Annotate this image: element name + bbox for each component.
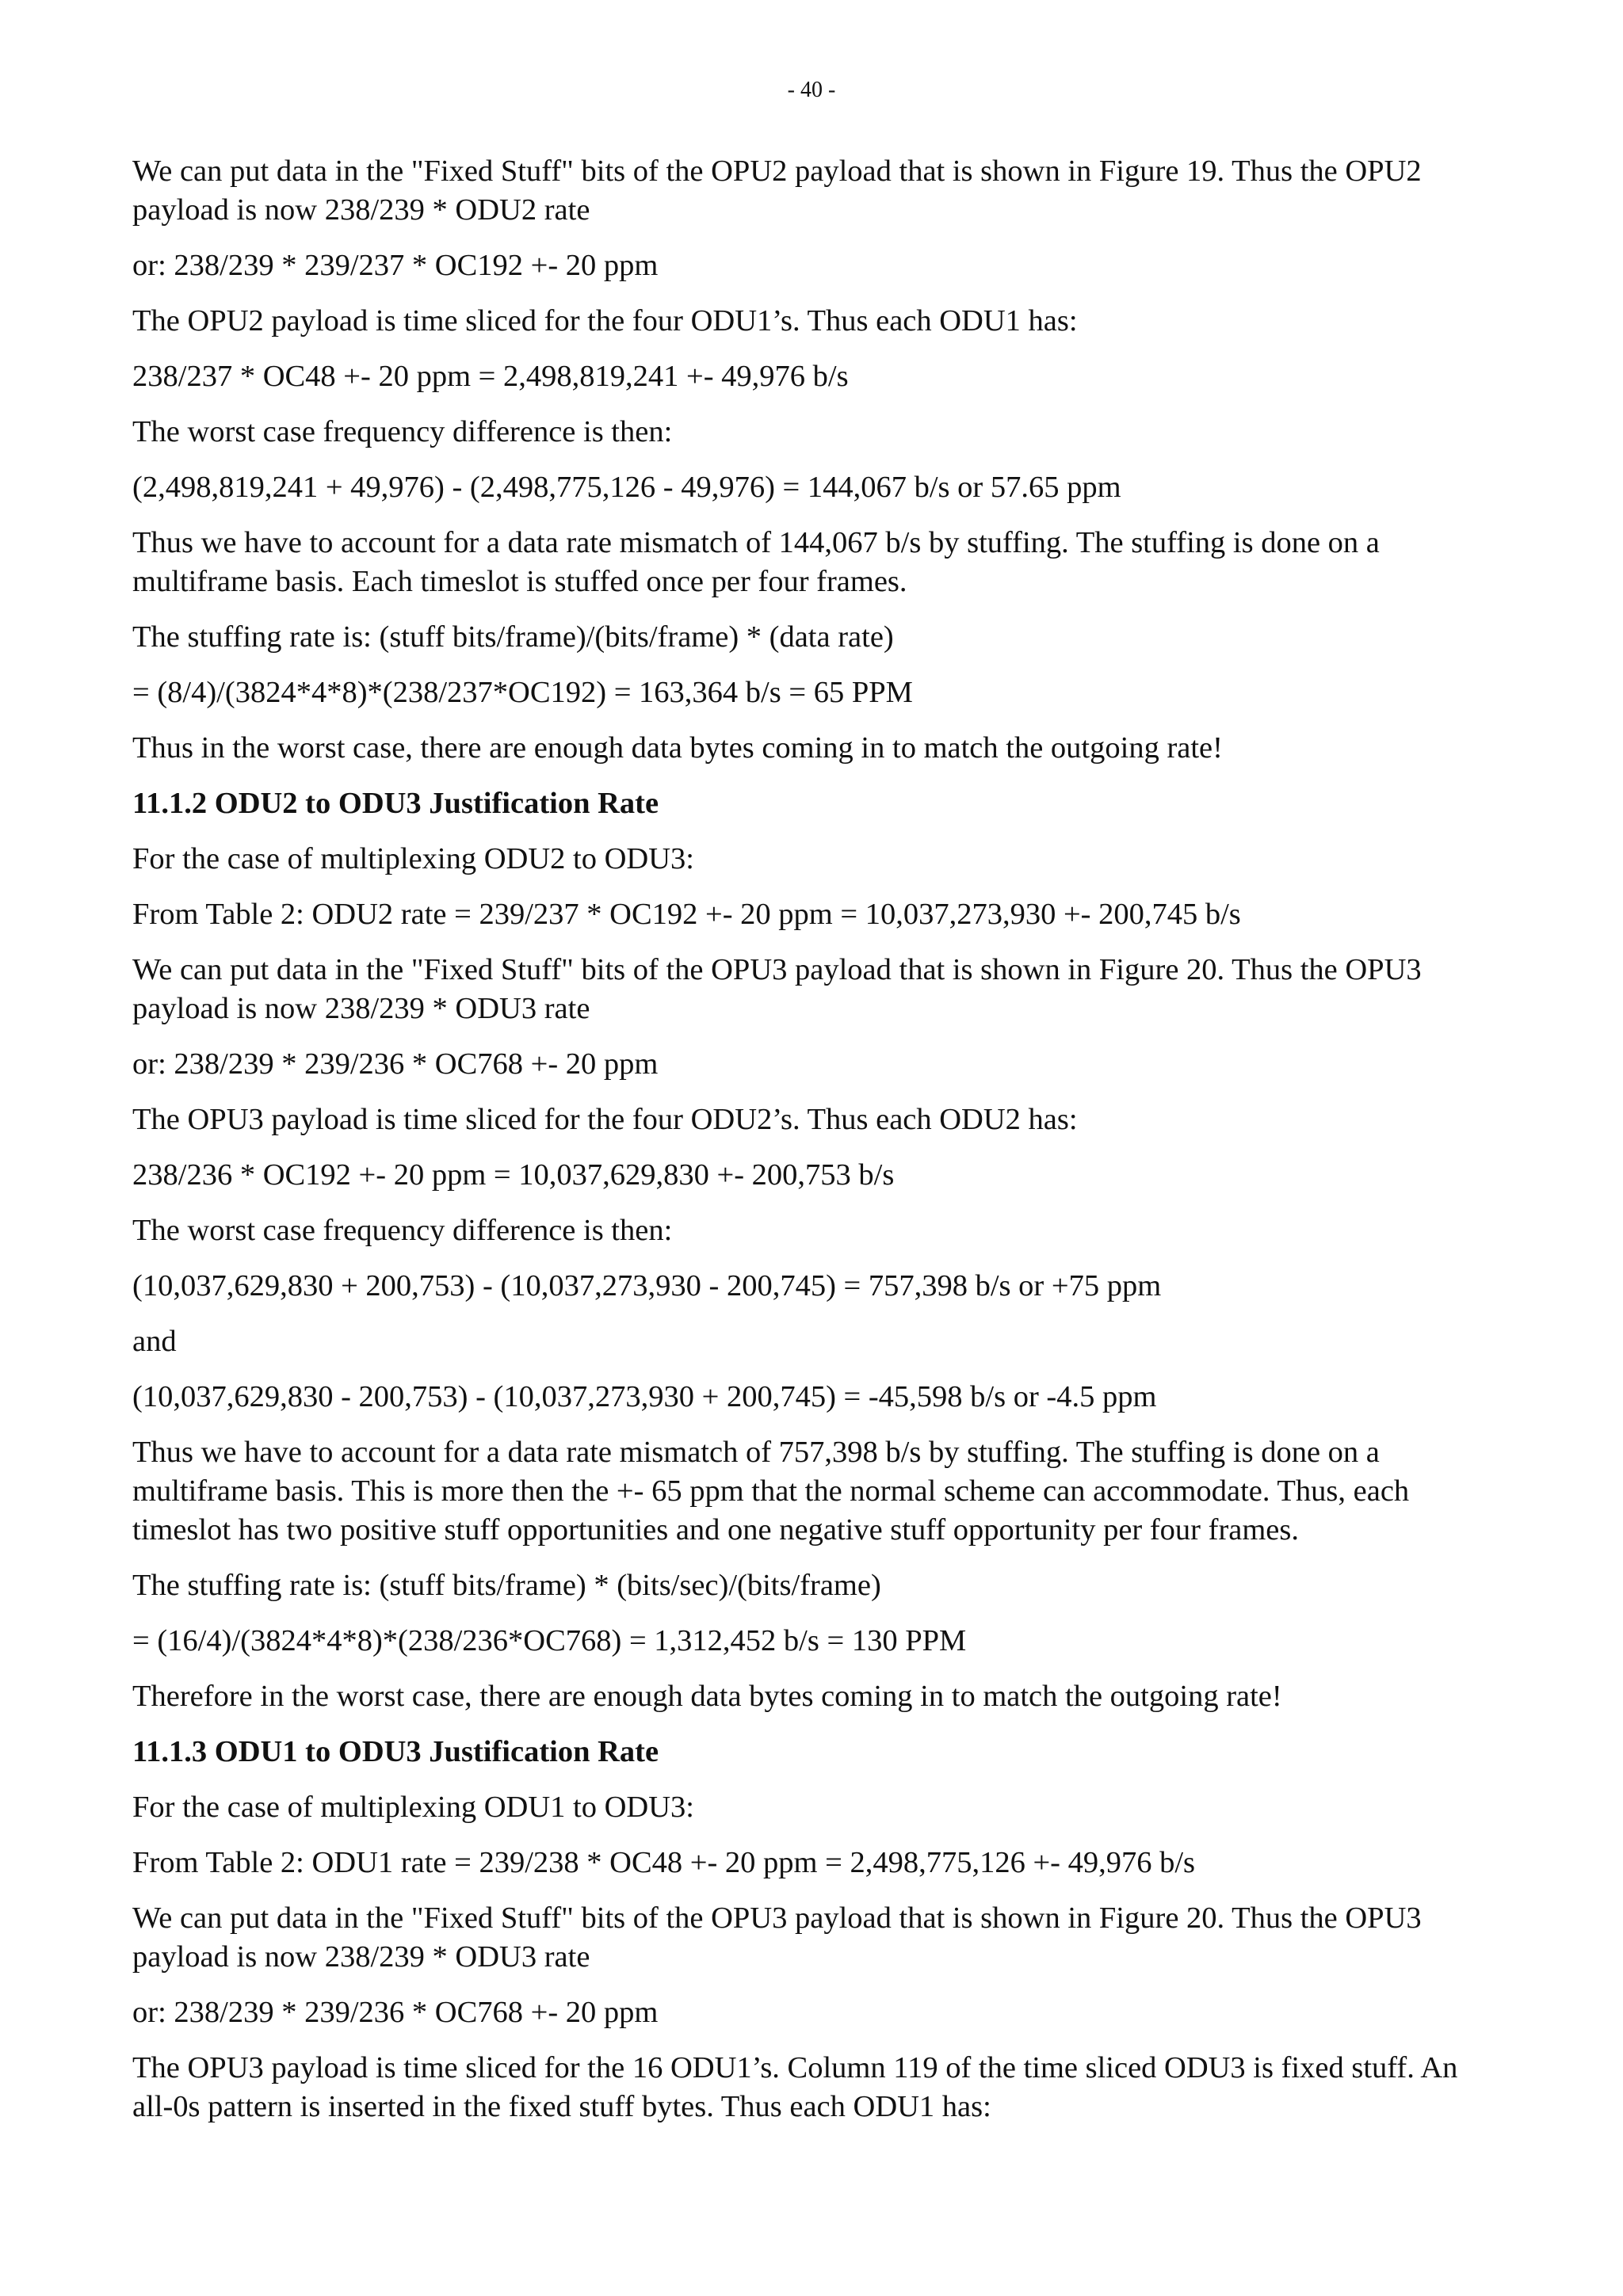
paragraph: Therefore in the worst case, there are enough data bytes coming in to match the outgoing rate! xyxy=(132,1680,1282,1713)
paragraph: For the case of multiplexing ODU2 to ODU3: xyxy=(132,842,694,875)
paragraph: = (16/4)/(3824*4*8)*(238/236*OC768) = 1,312,452 b/s = 130 PPM xyxy=(132,1624,967,1657)
paragraph: From Table 2: ODU2 rate = 239/237 * OC192 +- 20 ppm = 10,037,273,930 +- 200,745 b/s xyxy=(132,898,1241,931)
section-heading: 11.1.3 ODU1 to ODU3 Justification Rate xyxy=(132,1735,659,1768)
document-body xyxy=(132,152,1495,2143)
paragraph: Thus in the worst case, there are enough data bytes coming in to match the outgoing rate! xyxy=(132,731,1223,765)
paragraph: For the case of multiplexing ODU1 to ODU3: xyxy=(132,1791,694,1824)
paragraph: (2,498,819,241 + 49,976) - (2,498,775,126 - 49,976) = 144,067 b/s or 57.65 ppm xyxy=(132,471,1121,504)
paragraph: or: 238/239 * 239/236 * OC768 +- 20 ppm xyxy=(132,1047,659,1081)
paragraph: Thus we have to account for a data rate mismatch of 757,398 b/s by stuffing. The stuffing is done on a multiframe basis. This is more then the +- 65 ppm that the normal scheme can accommodate. Thus, each timeslot has two positive stuff opportunities and one negative stuff opportunity per four frames. xyxy=(132,1436,1410,1547)
paragraph: The OPU2 payload is time sliced for the four ODU1’s. Thus each ODU1 has: xyxy=(132,304,1078,338)
paragraph: 238/237 * OC48 +- 20 ppm = 2,498,819,241 +- 49,976 b/s xyxy=(132,360,849,393)
paragraph: (10,037,629,830 - 200,753) - (10,037,273,930 + 200,745) = -45,598 b/s or -4.5 ppm xyxy=(132,1380,1157,1413)
paragraph: The OPU3 payload is time sliced for the 16 ODU1’s. Column 119 of the time sliced ODU3 is fixed stuff. An all-0s pattern is inserted in the fixed stuff bytes. Thus each ODU1 has: xyxy=(132,2051,1458,2123)
paragraph: (10,037,629,830 + 200,753) - (10,037,273,930 - 200,745) = 757,398 b/s or +75 ppm xyxy=(132,1269,1162,1302)
paragraph: The OPU3 payload is time sliced for the four ODU2’s. Thus each ODU2 has: xyxy=(132,1103,1078,1136)
paragraph: The stuffing rate is: (stuff bits/frame)/(bits/frame) * (data rate) xyxy=(132,620,894,654)
paragraph: We can put data in the "Fixed Stuff" bits of the OPU3 payload that is shown in Figure 20. Thus the OPU3 payload is now 238/239 * ODU3 rate xyxy=(132,953,1422,1025)
paragraph: The stuffing rate is: (stuff bits/frame) * (bits/sec)/(bits/frame) xyxy=(132,1569,881,1602)
paragraph: From Table 2: ODU1 rate = 239/238 * OC48 +- 20 ppm = 2,498,775,126 +- 49,976 b/s xyxy=(132,1846,1196,1879)
paragraph: Thus we have to account for a data rate mismatch of 144,067 b/s by stuffing. The stuffing is done on a multiframe basis. Each timeslot is stuffed once per four frames. xyxy=(132,526,1380,598)
paragraph: and xyxy=(132,1325,177,1358)
paragraph: The worst case frequency difference is then: xyxy=(132,1214,673,1247)
page-number: - 40 - xyxy=(787,78,836,102)
paragraph: = (8/4)/(3824*4*8)*(238/237*OC192) = 163,364 b/s = 65 PPM xyxy=(132,676,913,709)
paragraph: or: 238/239 * 239/236 * OC768 +- 20 ppm xyxy=(132,1996,659,2029)
paragraph: The worst case frequency difference is then: xyxy=(132,415,673,448)
paragraph: 238/236 * OC192 +- 20 ppm = 10,037,629,830 +- 200,753 b/s xyxy=(132,1158,895,1192)
paragraph: or: 238/239 * 239/237 * OC192 +- 20 ppm xyxy=(132,249,659,282)
section-heading: 11.1.2 ODU2 to ODU3 Justification Rate xyxy=(132,787,659,820)
paragraph: We can put data in the "Fixed Stuff" bits of the OPU2 payload that is shown in Figure 19. Thus the OPU2 payload is now 238/239 * ODU2 rate xyxy=(132,154,1422,227)
paragraph: We can put data in the "Fixed Stuff" bits of the OPU3 payload that is shown in Figure 20. Thus the OPU3 payload is now 238/239 * ODU3 rate xyxy=(132,1901,1422,1974)
